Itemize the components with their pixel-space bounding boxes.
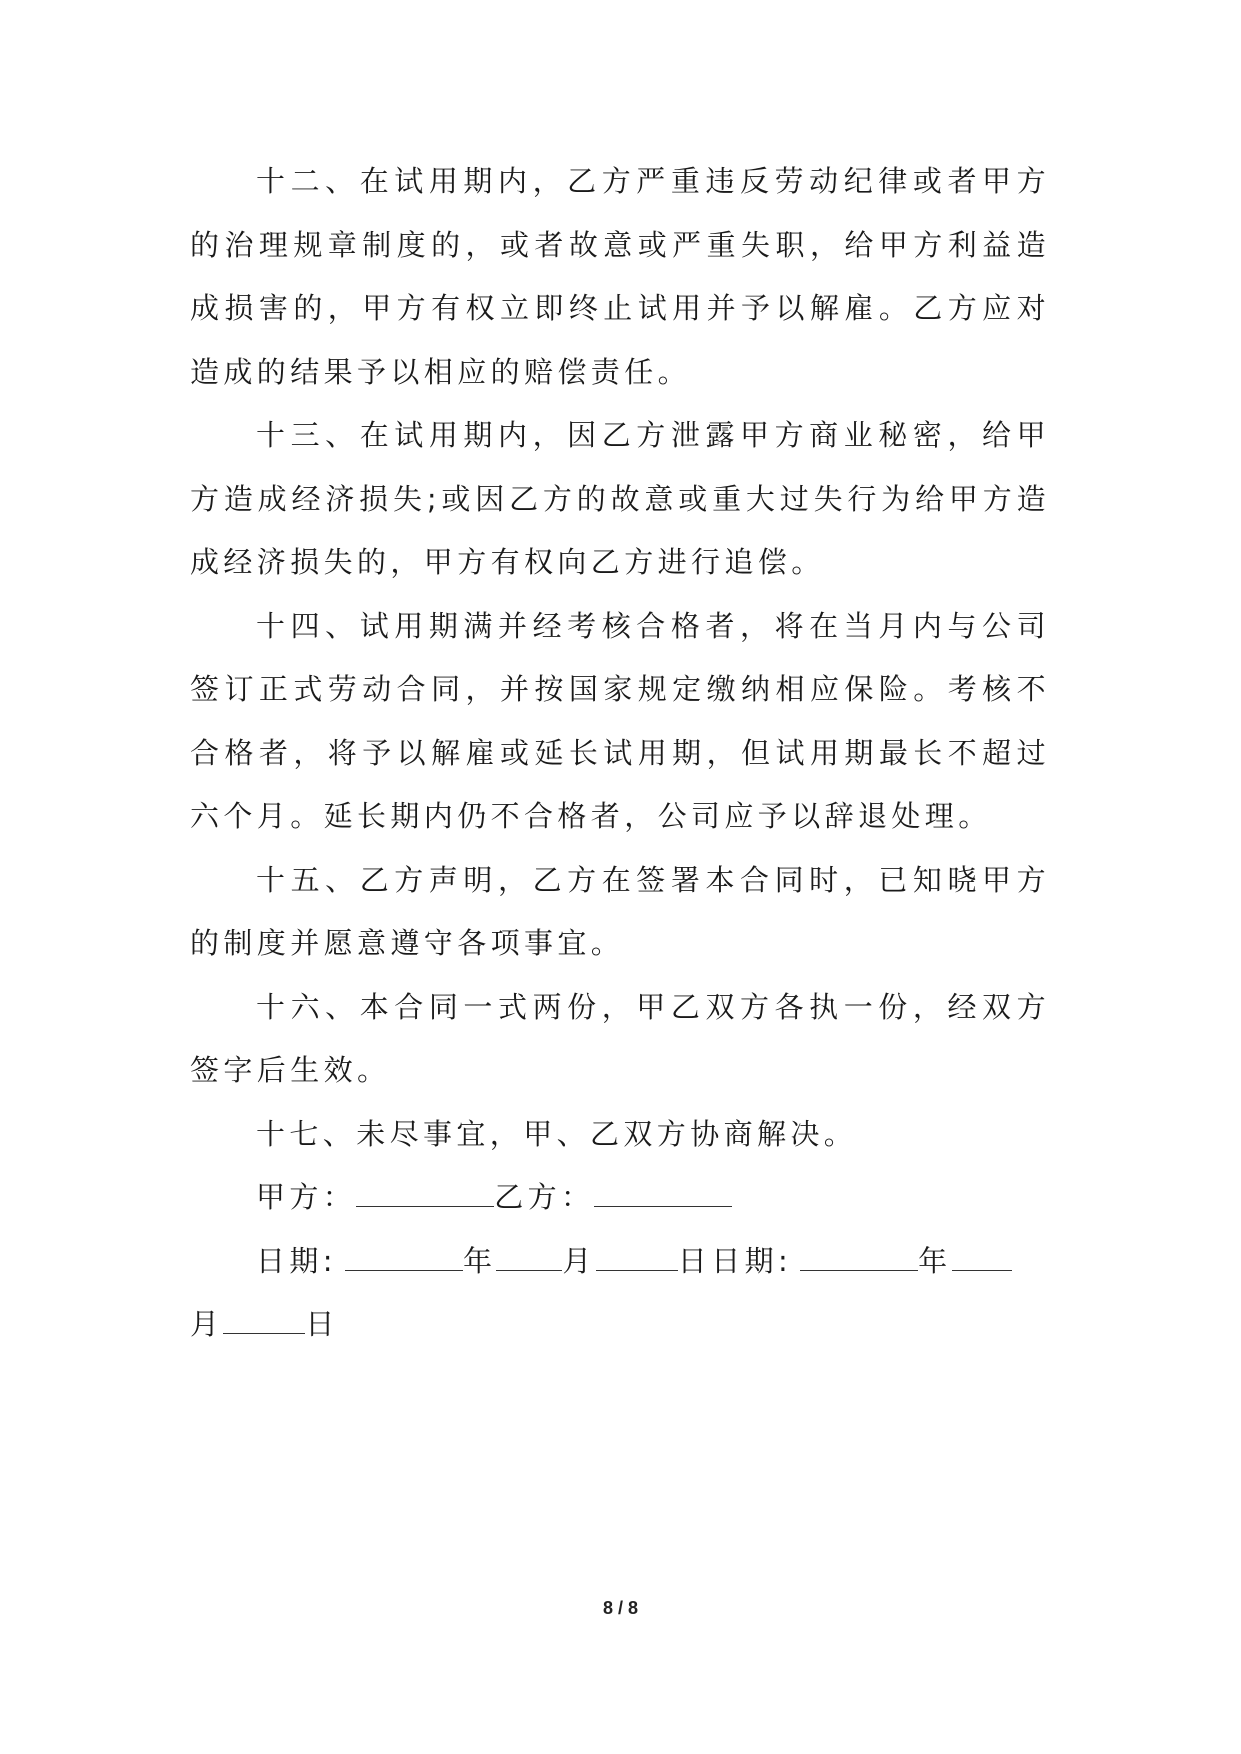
party-a-label: 甲方： — [256, 1180, 357, 1214]
day-blank-2 — [223, 1311, 305, 1334]
date-line — [190, 1230, 1050, 1294]
clause-16: 十六、本合同一式两份，甲乙双方各执一份，经双方签字后生效。 — [190, 989, 1050, 1087]
clause-17: 十七、未尽事宜，甲、乙双方协商解决。 — [256, 1116, 858, 1151]
clause-15: 十五、乙方声明，乙方在签署本合同时，已知晓甲方的制度并愿意遵守各项事宜。 — [190, 862, 1050, 960]
day-label-2: 日 — [305, 1307, 339, 1341]
party-b-label: 乙方： — [494, 1180, 595, 1214]
month-label-2: 月 — [190, 1307, 224, 1341]
party-b-blank — [594, 1184, 732, 1207]
clause-14: 十四、试用期满并经考核合格者，将在当月内与公司签订正式劳动合同，并按国家规定缴纳相应保险。考核不合格者，将予以解雇或延长试用期，但试用期最长不超过六个月。延长期内仍不合格者，公司应予以辞退处理。 — [190, 608, 1050, 833]
clause-12: 十二、在试用期内，乙方严重违反劳动纪律或者甲方的治理规章制度的，或者故意或严重失职，给甲方利益造成损害的，甲方有权立即终止试用并予以解雇。乙方应对造成的结果予以相应的赔偿责任。 — [190, 164, 1050, 389]
month-blank-1 — [496, 1248, 562, 1271]
date-label-1: 日期: — [256, 1243, 337, 1278]
year-label-1: 年 — [462, 1243, 497, 1278]
month-label-1: 月 — [562, 1243, 596, 1278]
document-body — [190, 150, 1050, 1357]
party-a-blank — [356, 1184, 494, 1207]
month-blank-2 — [952, 1248, 1012, 1271]
date-line-continued — [190, 1293, 1050, 1357]
year-label-2: 年 — [918, 1243, 952, 1278]
page-number: 8 / 8 — [602, 1598, 639, 1618]
clause-13: 十三、在试用期内，因乙方泄露甲方商业秘密，给甲方造成经济损失;或因乙方的故意或重大过失行为给甲方造成经济损失的，甲方有权向乙方进行追偿。 — [190, 418, 1050, 579]
day-date-label-2: 日日期: — [677, 1243, 793, 1278]
day-blank-1 — [596, 1248, 678, 1271]
signature-line — [190, 1166, 1050, 1230]
year-blank-2 — [800, 1248, 918, 1271]
year-blank-1 — [345, 1248, 463, 1271]
